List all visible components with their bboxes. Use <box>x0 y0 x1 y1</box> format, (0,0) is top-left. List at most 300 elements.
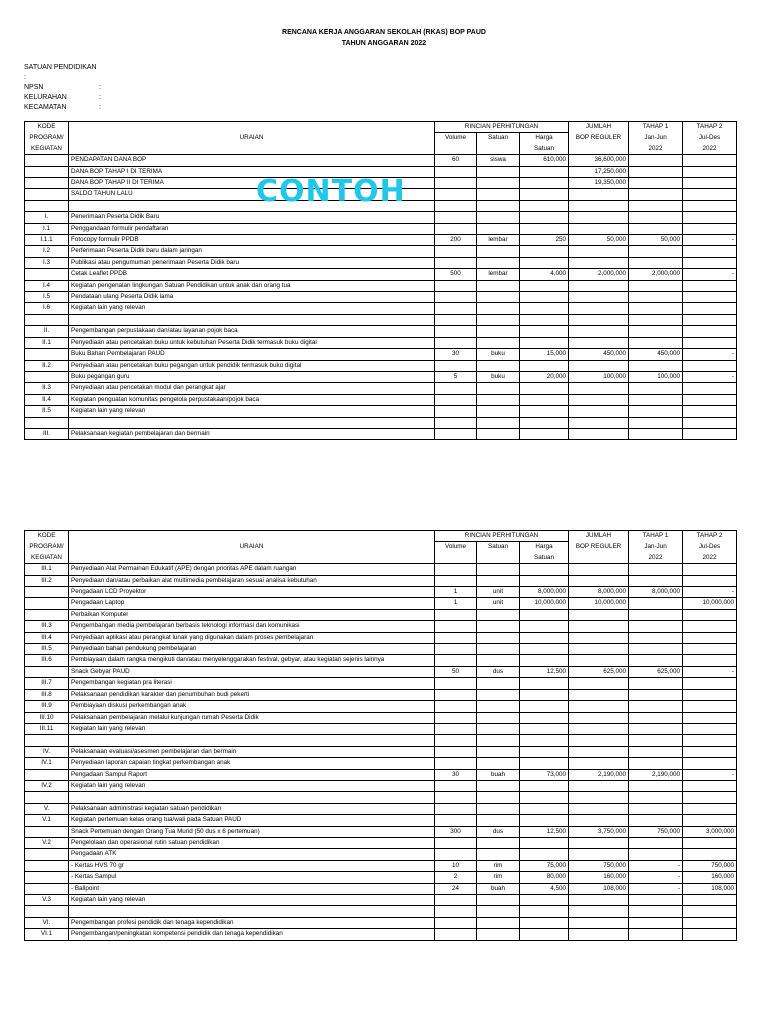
table-row <box>25 826 737 837</box>
cell-tahap1 <box>629 632 683 643</box>
cell-uraian: Pengembangan profesi pendidik dan tenaga kependidikan <box>69 917 435 928</box>
cell-volume <box>435 314 477 325</box>
cell-kode: III.4 <box>25 632 69 643</box>
cell-harga <box>520 894 569 905</box>
cell-jumlah: 100,000 <box>569 371 629 382</box>
cell-tahap1 <box>629 689 683 700</box>
cell-volume <box>435 723 477 734</box>
cell-volume <box>435 360 477 371</box>
cell-uraian <box>69 735 435 746</box>
cell-tahap1 <box>629 655 683 666</box>
cell-tahap1 <box>629 155 683 166</box>
cell-harga <box>520 212 569 223</box>
cell-uraian: Penggandaan formulir pendaftaran <box>69 223 435 234</box>
cell-jumlah: 160,000 <box>569 872 629 883</box>
header-uraian-top <box>69 122 435 133</box>
cell-tahap2 <box>683 303 737 314</box>
cell-kode: I.1 <box>25 223 69 234</box>
cell-satuan <box>477 906 520 917</box>
cell-satuan <box>477 223 520 234</box>
cell-volume <box>435 292 477 303</box>
cell-tahap2 <box>683 337 737 348</box>
header-jumlah: BOP REGULER <box>569 133 629 144</box>
cell-harga <box>520 609 569 620</box>
cell-uraian: Penyediaan atau pencetakan buku pegangan untuk pendidik termasuk buku digital <box>69 360 435 371</box>
cell-harga <box>520 803 569 814</box>
cell-uraian: Pengelolaan dan operasional rutin satuan pendidikan <box>69 837 435 848</box>
table-row <box>25 598 737 609</box>
cell-tahap2 <box>683 280 737 291</box>
cell-tahap2 <box>683 246 737 257</box>
cell-tahap2 <box>683 360 737 371</box>
cell-satuan <box>477 280 520 291</box>
cell-harga <box>520 621 569 632</box>
table-row <box>25 780 737 791</box>
cell-tahap2 <box>683 564 737 575</box>
cell-volume <box>435 246 477 257</box>
cell-tahap2: - <box>683 587 737 598</box>
cell-kode <box>25 417 69 428</box>
header-harga: Satuan <box>520 144 569 155</box>
header-rincian: RINCIAN PERHITUNGAN <box>435 122 569 133</box>
identity-label: KECAMATAN <box>24 104 67 111</box>
cell-harga <box>520 257 569 268</box>
cell-volume: 50 <box>435 666 477 677</box>
table-row <box>25 792 737 803</box>
cell-satuan <box>477 746 520 757</box>
header-jumlah-bottom <box>569 553 629 564</box>
cell-kode: I.6 <box>25 303 69 314</box>
document-title: RENCANA KERJA ANGGARAN SEKOLAH (RKAS) BOP PAUD <box>282 29 486 36</box>
cell-volume: 10 <box>435 860 477 871</box>
cell-volume <box>435 326 477 337</box>
cell-kode <box>25 314 69 325</box>
cell-satuan <box>477 189 520 200</box>
cell-tahap1 <box>629 223 683 234</box>
cell-tahap1 <box>629 792 683 803</box>
cell-kode: I.4 <box>25 280 69 291</box>
cell-tahap2 <box>683 292 737 303</box>
cell-uraian <box>69 314 435 325</box>
cell-tahap1: 50,000 <box>629 235 683 246</box>
cell-kode: III.6 <box>25 655 69 666</box>
cell-tahap1 <box>629 394 683 405</box>
table-row <box>25 666 737 677</box>
cell-harga <box>520 735 569 746</box>
cell-kode: V.2 <box>25 837 69 848</box>
cell-harga <box>520 678 569 689</box>
cell-tahap1 <box>629 200 683 211</box>
cell-tahap2 <box>683 155 737 166</box>
cell-tahap1: - <box>629 883 683 894</box>
cell-uraian: Penyediaan atau pencetakan buku untuk kebutuhan Peserta Didik termasuk buku digital <box>69 337 435 348</box>
cell-tahap2: 10,000,000 <box>683 598 737 609</box>
cell-jumlah: 450,000 <box>569 349 629 360</box>
cell-jumlah: 2,190,000 <box>569 769 629 780</box>
cell-uraian: Kegiatan lain yang relevan <box>69 303 435 314</box>
cell-tahap2 <box>683 803 737 814</box>
cell-tahap1 <box>629 803 683 814</box>
cell-uraian: Pelaksanaan administrasi kegiatan satuan pendidikan <box>69 803 435 814</box>
cell-jumlah <box>569 803 629 814</box>
cell-uraian: Pembiayaan dalam rangka mengikuti dan/atau menyelenggarakan festival, gebyar, atau kegiatan sejenis lainnya <box>69 655 435 666</box>
cell-kode: VI. <box>25 917 69 928</box>
cell-jumlah <box>569 849 629 860</box>
cell-uraian: - Kertas Sampul <box>69 872 435 883</box>
cell-jumlah <box>569 609 629 620</box>
cell-harga: 8,000,000 <box>520 587 569 598</box>
cell-volume <box>435 746 477 757</box>
cell-volume <box>435 257 477 268</box>
cell-harga <box>520 701 569 712</box>
header-uraian: URAIAN <box>69 133 435 144</box>
cell-harga: 20,000 <box>520 371 569 382</box>
cell-tahap2 <box>683 189 737 200</box>
header-tahap2: Jul-Des <box>683 133 737 144</box>
cell-tahap1 <box>629 292 683 303</box>
cell-tahap2 <box>683 678 737 689</box>
cell-uraian: Perferimaan Peserta Didik baru dalam jaringan <box>69 246 435 257</box>
cell-tahap1 <box>629 746 683 757</box>
cell-volume <box>435 428 477 439</box>
cell-tahap2: - <box>683 371 737 382</box>
cell-jumlah: 36,600,000 <box>569 155 629 166</box>
table-row <box>25 292 737 303</box>
cell-tahap1 <box>629 837 683 848</box>
cell-kode <box>25 371 69 382</box>
cell-jumlah <box>569 701 629 712</box>
cell-uraian <box>69 906 435 917</box>
cell-volume <box>435 917 477 928</box>
cell-tahap1 <box>629 906 683 917</box>
table-row <box>25 609 737 620</box>
table-row <box>25 883 737 894</box>
cell-satuan: buku <box>477 371 520 382</box>
cell-kode: V.3 <box>25 894 69 905</box>
cell-volume <box>435 803 477 814</box>
cell-uraian: Pengembangan perpustakaan dan/atau layanan pojok baca <box>69 326 435 337</box>
table-body-page2 <box>25 564 737 940</box>
header-tahap1: 2022 <box>629 553 683 564</box>
cell-satuan: siswa <box>477 155 520 166</box>
cell-tahap2 <box>683 929 737 940</box>
table-row <box>25 371 737 382</box>
cell-satuan <box>477 723 520 734</box>
cell-harga: 15,000 <box>520 349 569 360</box>
table-row <box>25 303 737 314</box>
cell-satuan <box>477 257 520 268</box>
cell-tahap1 <box>629 894 683 905</box>
cell-tahap1 <box>629 621 683 632</box>
cell-kode <box>25 189 69 200</box>
cell-kode: II.4 <box>25 394 69 405</box>
cell-kode: III.7 <box>25 678 69 689</box>
cell-tahap1 <box>629 360 683 371</box>
cell-satuan <box>477 929 520 940</box>
cell-harga <box>520 689 569 700</box>
cell-jumlah <box>569 246 629 257</box>
cell-jumlah <box>569 200 629 211</box>
cell-volume <box>435 166 477 177</box>
cell-tahap1 <box>629 212 683 223</box>
cell-tahap2 <box>683 406 737 417</box>
cell-harga <box>520 564 569 575</box>
cell-satuan: buah <box>477 883 520 894</box>
cell-tahap2 <box>683 746 737 757</box>
contoh-watermark: CONTOH <box>256 174 406 209</box>
cell-tahap1 <box>629 406 683 417</box>
cell-volume <box>435 849 477 860</box>
header-satuan-bottom <box>477 553 520 564</box>
cell-kode <box>25 826 69 837</box>
cell-harga <box>520 428 569 439</box>
cell-tahap1: 100,000 <box>629 371 683 382</box>
cell-kode: II.1 <box>25 337 69 348</box>
cell-kode <box>25 792 69 803</box>
cell-tahap1 <box>629 178 683 189</box>
cell-harga: 73,000 <box>520 769 569 780</box>
header-kode: PROGRAM/ <box>25 133 69 144</box>
header-satuan: Satuan <box>477 133 520 144</box>
cell-volume: 2 <box>435 872 477 883</box>
cell-jumlah <box>569 655 629 666</box>
cell-satuan <box>477 644 520 655</box>
cell-uraian <box>69 792 435 803</box>
cell-satuan <box>477 894 520 905</box>
cell-jumlah <box>569 564 629 575</box>
cell-satuan <box>477 735 520 746</box>
cell-volume: 200 <box>435 235 477 246</box>
cell-tahap2 <box>683 792 737 803</box>
cell-harga <box>520 394 569 405</box>
table-row <box>25 314 737 325</box>
cell-jumlah <box>569 212 629 223</box>
identity-block <box>24 63 101 113</box>
cell-harga <box>520 383 569 394</box>
cell-satuan <box>477 314 520 325</box>
table-row <box>25 349 737 360</box>
cell-kode: IV. <box>25 746 69 757</box>
cell-tahap1: 750,000 <box>629 826 683 837</box>
cell-jumlah: 50,000 <box>569 235 629 246</box>
cell-satuan <box>477 326 520 337</box>
cell-uraian: Kegiatan penguatan komunitas pengelola perpustakaan/pojok baca <box>69 394 435 405</box>
cell-kode: I.2 <box>25 246 69 257</box>
table-row <box>25 575 737 586</box>
cell-volume <box>435 417 477 428</box>
cell-tahap1 <box>629 428 683 439</box>
cell-tahap2 <box>683 166 737 177</box>
cell-uraian <box>69 417 435 428</box>
cell-uraian: DANA BOP TAHAP I DI TERIMA <box>69 166 435 177</box>
cell-jumlah: 2,000,000 <box>569 269 629 280</box>
cell-volume <box>435 837 477 848</box>
cell-satuan <box>477 758 520 769</box>
cell-uraian: Penyediaan dan/atau perbaikan alat multimedia pembelajaran sesuai analisa kebutuhan <box>69 575 435 586</box>
cell-uraian: Kegiatan lain yang relevan <box>69 894 435 905</box>
cell-tahap2: 750,000 <box>683 860 737 871</box>
header-jumlah: BOP REGULER <box>569 542 629 553</box>
table-row <box>25 235 737 246</box>
cell-uraian: Pengadaan LCD Proyektor <box>69 587 435 598</box>
table-row <box>25 223 737 234</box>
cell-satuan <box>477 212 520 223</box>
table-row <box>25 257 737 268</box>
cell-harga <box>520 780 569 791</box>
cell-jumlah <box>569 314 629 325</box>
cell-satuan: buku <box>477 349 520 360</box>
cell-jumlah <box>569 360 629 371</box>
cell-tahap1 <box>629 712 683 723</box>
header-jumlah: JUMLAH <box>569 531 629 542</box>
cell-uraian: Kegiatan pengenalan lingkungan Satuan Pendidikan untuk anak dan orang tua <box>69 280 435 291</box>
cell-volume <box>435 792 477 803</box>
cell-harga <box>520 417 569 428</box>
table-row <box>25 280 737 291</box>
cell-satuan <box>477 655 520 666</box>
cell-kode <box>25 860 69 871</box>
cell-jumlah <box>569 815 629 826</box>
cell-harga <box>520 337 569 348</box>
cell-tahap1 <box>629 337 683 348</box>
cell-kode: I.5 <box>25 292 69 303</box>
cell-kode: I.1.1 <box>25 235 69 246</box>
cell-satuan <box>477 292 520 303</box>
cell-volume: 1 <box>435 587 477 598</box>
cell-volume <box>435 894 477 905</box>
cell-tahap1: - <box>629 860 683 871</box>
cell-satuan <box>477 780 520 791</box>
cell-jumlah <box>569 189 629 200</box>
cell-satuan <box>477 337 520 348</box>
cell-volume: 30 <box>435 349 477 360</box>
header-tahap1: TAHAP 1 <box>629 122 683 133</box>
cell-jumlah: 10,000,000 <box>569 598 629 609</box>
cell-jumlah <box>569 712 629 723</box>
cell-uraian: Kegiatan lain yang relevan <box>69 406 435 417</box>
cell-uraian: Penyediaan bahan pendukung pembelajaran <box>69 644 435 655</box>
cell-kode <box>25 349 69 360</box>
cell-tahap1 <box>629 189 683 200</box>
header-kode: PROGRAM/ <box>25 542 69 553</box>
cell-uraian: Pengembangan kegiatan pra literasi <box>69 678 435 689</box>
cell-jumlah <box>569 406 629 417</box>
header-jumlah: JUMLAH <box>569 122 629 133</box>
cell-uraian: Snack Gebyar PAUD <box>69 666 435 677</box>
cell-tahap2 <box>683 428 737 439</box>
cell-volume <box>435 632 477 643</box>
cell-tahap2 <box>683 906 737 917</box>
table-row <box>25 758 737 769</box>
cell-kode: II.2 <box>25 360 69 371</box>
cell-jumlah <box>569 758 629 769</box>
cell-uraian: Pembiayaan diskusi perkembangan anak <box>69 701 435 712</box>
table-row <box>25 872 737 883</box>
cell-satuan <box>477 849 520 860</box>
cell-satuan <box>477 701 520 712</box>
cell-tahap1 <box>629 303 683 314</box>
table-row <box>25 417 737 428</box>
cell-tahap2 <box>683 849 737 860</box>
cell-satuan <box>477 678 520 689</box>
cell-harga <box>520 223 569 234</box>
cell-jumlah <box>569 689 629 700</box>
cell-jumlah: 8,000,000 <box>569 587 629 598</box>
cell-volume: 300 <box>435 826 477 837</box>
cell-uraian: Kegiatan lain yang relevan <box>69 723 435 734</box>
cell-uraian: Kegiatan lain yang relevan <box>69 780 435 791</box>
cell-kode <box>25 155 69 166</box>
cell-satuan: lembar <box>477 235 520 246</box>
identity-separator: : <box>99 84 101 91</box>
cell-satuan: rim <box>477 872 520 883</box>
cell-satuan <box>477 394 520 405</box>
cell-harga: 75,000 <box>520 860 569 871</box>
identity-separator: : <box>99 104 101 111</box>
cell-jumlah <box>569 326 629 337</box>
table-row <box>25 678 737 689</box>
cell-uraian: SALDO TAHUN LALU <box>69 189 435 200</box>
cell-tahap1 <box>629 723 683 734</box>
cell-tahap1 <box>629 758 683 769</box>
cell-kode: I.3 <box>25 257 69 268</box>
cell-harga <box>520 292 569 303</box>
cell-harga <box>520 166 569 177</box>
cell-tahap2 <box>683 815 737 826</box>
cell-satuan <box>477 406 520 417</box>
cell-jumlah <box>569 257 629 268</box>
cell-volume: 60 <box>435 155 477 166</box>
cell-uraian: Pelaksanaan pembelajaran melalui kunjungan rumah Peserta Didik <box>69 712 435 723</box>
cell-tahap2: 3,000,000 <box>683 826 737 837</box>
cell-kode <box>25 166 69 177</box>
cell-uraian: Kegiatan pertemuan kelas orang tua/wali pada Satuan PAUD <box>69 815 435 826</box>
header-uraian: URAIAN <box>69 542 435 553</box>
cell-tahap2 <box>683 257 737 268</box>
cell-jumlah <box>569 303 629 314</box>
cell-volume: 24 <box>435 883 477 894</box>
cell-tahap1: - <box>629 872 683 883</box>
cell-kode <box>25 769 69 780</box>
header-uraian-bottom <box>69 144 435 155</box>
cell-jumlah <box>569 292 629 303</box>
cell-tahap1 <box>629 644 683 655</box>
cell-jumlah <box>569 428 629 439</box>
cell-tahap1 <box>629 678 683 689</box>
cell-kode <box>25 269 69 280</box>
cell-harga <box>520 758 569 769</box>
cell-jumlah: 19,350,000 <box>569 178 629 189</box>
cell-tahap2 <box>683 609 737 620</box>
cell-tahap1 <box>629 917 683 928</box>
cell-uraian: Pengadaan Laptop <box>69 598 435 609</box>
cell-harga <box>520 314 569 325</box>
cell-tahap1 <box>629 564 683 575</box>
cell-tahap2 <box>683 383 737 394</box>
cell-satuan <box>477 575 520 586</box>
header-kode: KODE <box>25 531 69 542</box>
cell-uraian: Pengembangan/peningkatan kompetensi pendidik dan tenaga kependidikan <box>69 929 435 940</box>
table-row <box>25 360 737 371</box>
cell-volume: 5 <box>435 371 477 382</box>
table-row <box>25 723 737 734</box>
cell-jumlah <box>569 678 629 689</box>
header-volume-bottom <box>435 553 477 564</box>
cell-jumlah <box>569 906 629 917</box>
cell-harga: 250 <box>520 235 569 246</box>
cell-tahap2 <box>683 178 737 189</box>
cell-satuan: dus <box>477 666 520 677</box>
